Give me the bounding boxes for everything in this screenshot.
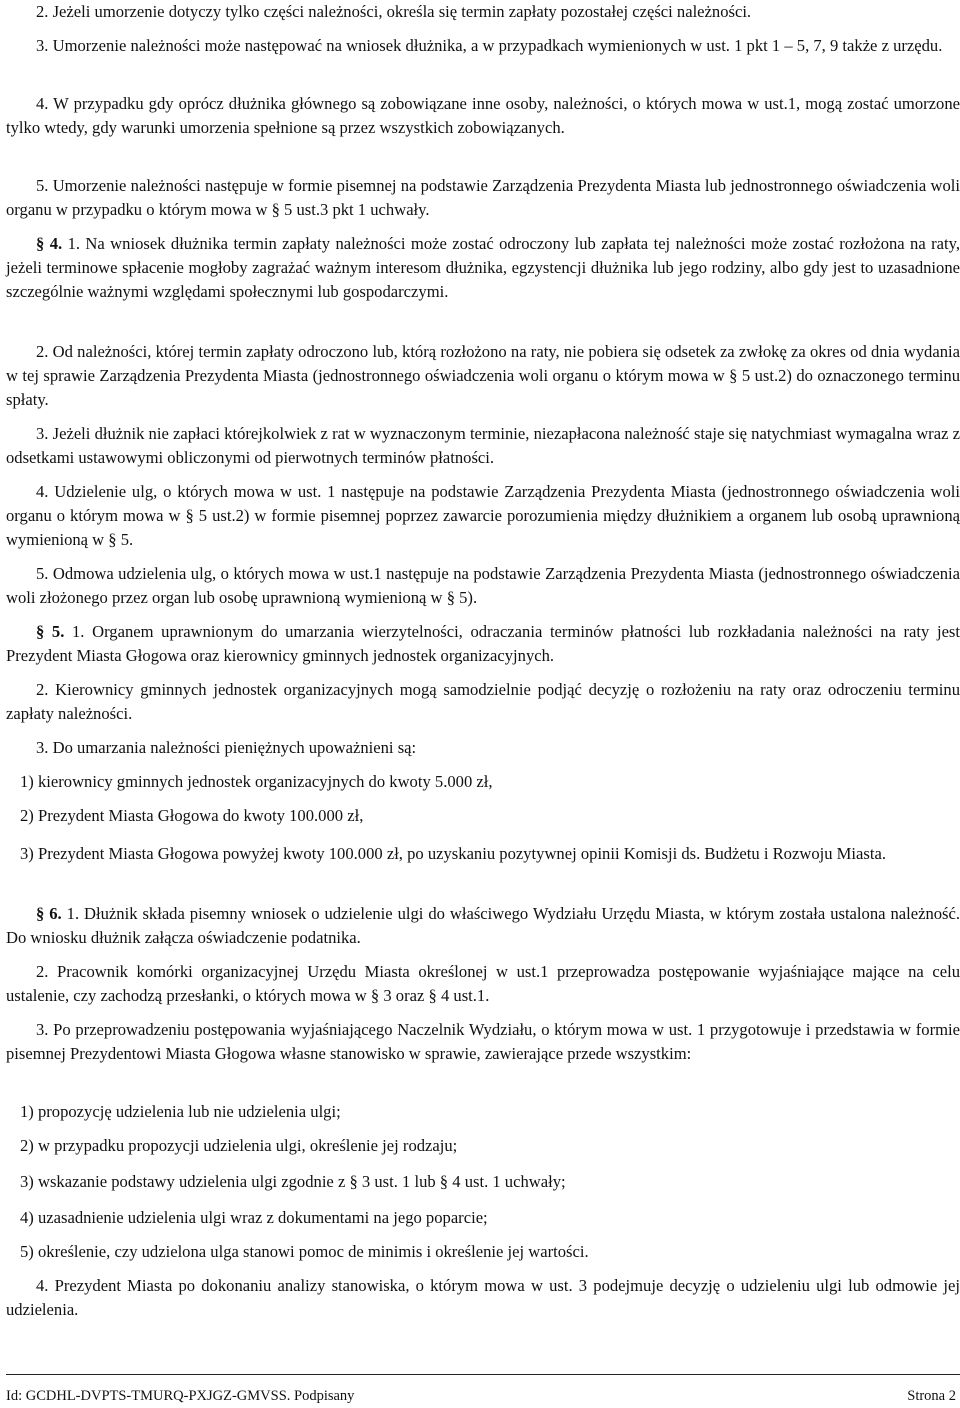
section-6-heading: § 6. [36,904,62,923]
list-item: 3) wskazanie podstawy udzielenia ulgi zgodnie z § 3 ust. 1 lub § 4 ust. 1 uchwały; [20,1172,566,1191]
paragraph-3-5: 5. Umorzenie należności następuje w formie pisemnej na podstawie Zarządzenia Prezydenta Miasta lub jednostronnego oświadczenia woli organu w przypadku o którym mowa w § 5 ust.3 pkt 1 uchwały. [6,176,960,219]
paragraph-3-3: 3. Umorzenie należności może następować na wniosek dłużnika, a w przypadkach wymienionych w ust. 1 pkt 1 – 5, 7, 9 także z urzędu. [36,36,943,55]
document-id: Id: GCDHL-DVPTS-TMURQ-PXJGZ-GMVSS. Podpisany [6,1388,355,1404]
list-item [6,842,960,866]
list-item-text: 3) Prezydent Miasta Głogowa powyżej kwoty 100.000 zł, po uzyskaniu pozytywnej opinii Komisji ds. Budżetu i Rozwoju Miasta. [20,844,886,863]
section-6-paragraph-2: 2. Pracownik komórki organizacyjnej Urzędu Miasta określonej w ust.1 przeprowadza postępowanie wyjaśniające mające na celu ustalenie, czy zachodzą przesłanki, o których mowa w § 3 oraz § 4 ust.1. [6,962,960,1005]
list-item: 2) w przypadku propozycji udzielenia ulgi, określenie jej rodzaju; [20,1136,458,1155]
section-5-paragraph-1 [6,620,960,668]
paragraph-3-2: 2. Jeżeli umorzenie dotyczy tylko części należności, określa się termin zapłaty pozostałej części należności. [36,2,752,21]
section-5-paragraph-1-text: 1. Organem uprawnionym do umarzania wierzytelności, odraczania terminów płatności lub rozkładania należności na raty jest Prezydent Miasta Głogowa oraz kierownicy gminnych jednostek organizacyjnych. [6,622,960,665]
list-item: 2) Prezydent Miasta Głogowa do kwoty 100.000 zł, [20,806,364,825]
section-4-heading: § 4. [36,234,63,253]
list-item: 1) propozycję udzielenia lub nie udzielenia ulgi; [20,1102,341,1121]
section-6-paragraph-1-text: 1. Dłużnik składa pisemny wniosek o udzielenie ulgi do właściwego Wydziału Urzędu Miasta, w którym została ustalona należność. Do wniosku dłużnik załącza oświadczenie podatnika. [6,904,960,947]
section-4-paragraph-1-text: 1. Na wniosek dłużnika termin zapłaty należności może zostać odroczony lub zapłata tej należności może zostać rozłożona na raty, jeżeli terminowe spłacenie mogłoby zagrażać ważnym interesom dłużnika, egzystencji dłużnika lub jego rodziny, albo gdy jest to uzasadnione szczególnie ważnymi względami społecznymi lub gospodarczymi. [6,234,960,301]
section-4-paragraph-4: 4. Udzielenie ulg, o których mowa w ust. 1 następuje na podstawie Zarządzenia Prezydenta Miasta (jednostronnego oświadczenia woli organu o którym mowa w § 5 ust.2) w formie pisemnej poprzez zawarcie porozumienia między dłużnikiem a organem lub osobą uprawnioną wymienioną w § 5. [6,482,960,549]
section-4-paragraph-2: 2. Od należności, której termin zapłaty odroczono lub, którą rozłożono na raty, nie pobiera się odsetek za zwłokę za okres od dnia wydania w tej sprawie Zarządzenia Prezydenta Miasta (jednostronnego oświadczenia woli organu o którym mowa w § 5 ust.2) do oznaczonego terminu spłaty. [6,342,960,409]
section-6-paragraph-4: 4. Prezydent Miasta po dokonaniu analizy stanowiska, o którym mowa w ust. 3 podejmuje decyzję o udzieleniu ulgi lub odmowie jej udzielenia. [6,1276,960,1319]
section-6-paragraph-3: 3. Po przeprowadzeniu postępowania wyjaśniającego Naczelnik Wydziału, o którym mowa w ust. 1 przygotowuje i przedstawia w formie pisemnej Prezydentowi Miasta Głogowa własne stanowisko w sprawie, zawierające przede wszystkim: [6,1020,960,1063]
paragraph-3-4: 4. W przypadku gdy oprócz dłużnika głównego są zobowiązane inne osoby, należności, o których mowa w ust.1, mogą zostać umorzone tylko wtedy, gdy warunki umorzenia spełnione są przez wszystkich zobowiązanych. [6,94,960,137]
list-item: 5) określenie, czy udzielona ulga stanowi pomoc de minimis i określenie jej wartości. [20,1242,589,1261]
section-6-paragraph-1 [6,902,960,950]
section-5-heading: § 5. [36,622,65,641]
list-item: 4) uzasadnienie udzielenia ulgi wraz z dokumentami na jego poparcie; [20,1208,488,1227]
page-number: Strona 2 [907,1388,956,1404]
section-4-paragraph-5: 5. Odmowa udzielenia ulg, o których mowa w ust.1 następuje na podstawie Zarządzenia Prezydenta Miasta (jednostronnego oświadczenia woli złożonego przez organ lub osobę uprawnioną wymienioną w § 5). [6,564,960,607]
list-item: 1) kierownicy gminnych jednostek organizacyjnych do kwoty 5.000 zł, [20,772,493,791]
section-4-paragraph-3: 3. Jeżeli dłużnik nie zapłaci którejkolwiek z rat w wyznaczonym terminie, niezapłacona należność staje się natychmiast wymagalna wraz z odsetkami ustawowymi obliczonymi od pierwotnych terminów płatności. [6,424,960,467]
section-5-paragraph-3: 3. Do umarzania należności pieniężnych upoważnieni są: [36,738,417,757]
footer-divider [6,1374,960,1375]
section-5-paragraph-2: 2. Kierownicy gminnych jednostek organizacyjnych mogą samodzielnie podjąć decyzję o rozłożeniu na raty oraz odroczeniu terminu zapłaty należności. [6,680,960,723]
section-4-paragraph-1 [6,232,960,304]
